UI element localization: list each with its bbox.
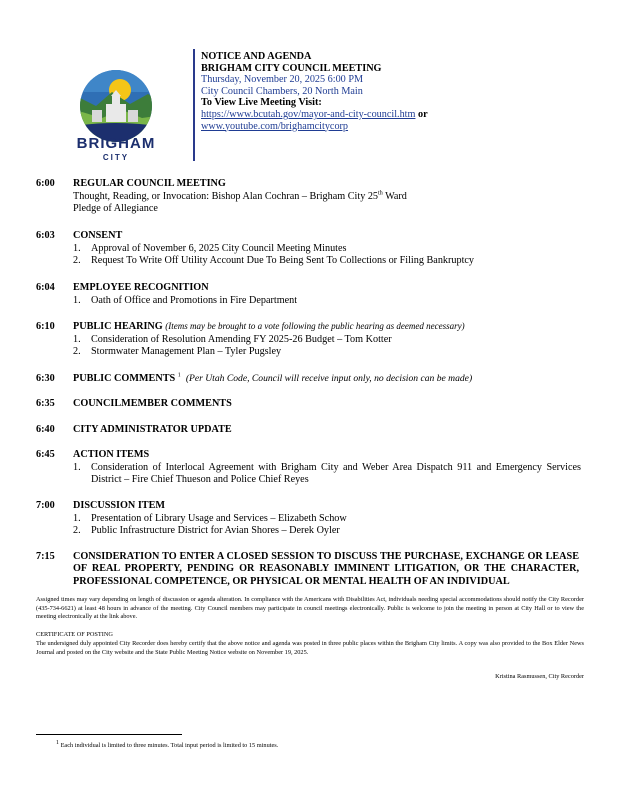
title-note: (Per Utah Code, Council will receive input only, no decision can be made)	[185, 373, 473, 384]
header-divider	[193, 49, 195, 161]
item-time: 7:00	[36, 500, 55, 511]
brigham-city-logo	[62, 68, 170, 164]
list-text: Oath of Office and Promotions in Fire Department	[91, 295, 298, 306]
invocation-text-end: Ward	[382, 191, 407, 202]
item-title: COUNCILMEMBER COMMENTS	[73, 398, 232, 409]
list-text: Consideration of Resolution Amending FY 2025-26 Budget – Tom Kotter	[91, 334, 392, 345]
item-time: 6:35	[36, 398, 55, 409]
list-text: Request To Write Off Utility Account Due To Being Sent To Collections or Filing Bankruptcy	[91, 255, 475, 266]
logo-text-city: CITY	[102, 153, 130, 162]
certificate-heading: CERTIFICATE OF POSTING	[36, 631, 113, 638]
item-time: 6:45	[36, 449, 55, 460]
list-text: Approval of November 6, 2025 City Council Meeting Minutes	[91, 243, 347, 254]
pledge-line: Pledge of Allegiance	[73, 203, 158, 214]
accommodations-notice: Assigned times may vary depending on length of discussion or agenda alteration. In compliance with the Americans with Disabilities Act, individuals needing special accommodations should notify the City Recorder (435-734-6621) at least 48 hours in advance of the meeting. City Council members may participate in council meetings electronically. Public is welcome to join the meeting in person at City Hall or to view the meeting electronically at the link above.	[36, 596, 584, 620]
item-title: DISCUSSION ITEM	[73, 500, 165, 511]
item-time: 6:30	[36, 373, 55, 384]
header-block	[201, 51, 428, 132]
header-date: Thursday, November 20, 2025 6:00 PM	[201, 74, 364, 86]
title-note: (Items may be brought to a vote following the public hearing as deemed necessary)	[165, 321, 465, 331]
list-number: 2.	[73, 525, 81, 536]
list-number: 1.	[73, 295, 81, 306]
footnote-number: 1	[56, 739, 59, 746]
header-notice: NOTICE AND AGENDA	[201, 51, 312, 62]
item-time: 7:15	[36, 551, 55, 562]
title-text: PUBLIC HEARING	[73, 321, 163, 332]
list-text: Stormwater Management Plan – Tyler Pugsley	[91, 346, 282, 357]
list-text: Presentation of Library Usage and Services – Elizabeth Schow	[91, 513, 347, 524]
item-title: EMPLOYEE RECOGNITION	[73, 282, 209, 293]
invocation-line	[73, 191, 407, 203]
list-number: 1.	[73, 334, 81, 345]
list-number: 2.	[73, 255, 81, 266]
item-title: CONSIDERATION TO ENTER A CLOSED SESSION TO DISCUSS THE PURCHASE, EXCHANGE OR LEASE OF REAL PROPERTY, PENDING OR REASONABLY IMMINENT LITIGATION, OR THE CHARACTER, PROFESSIONAL COMPETENCE, OR PHYSICAL OR MENTAL HEALTH OF AN INDIVIDUAL	[73, 551, 579, 587]
item-time: 6:00	[36, 178, 55, 189]
header-view-live: To View Live Meeting Visit:	[201, 97, 322, 109]
footnote	[56, 739, 279, 749]
list-text: Consideration of Interlocal Agreement with Brigham City and Weber Area Dispatch 911 and Emergency Services District – Fire Chief Thueson and Police Chief Reyes	[91, 462, 581, 485]
item-title: CONSENT	[73, 230, 123, 241]
item-time: 6:03	[36, 230, 55, 241]
header-location: City Council Chambers, 20 North Main	[201, 85, 363, 97]
council-page-link[interactable]: https://www.bcutah.gov/mayor-and-city-council.htm	[201, 108, 416, 120]
item-title: CITY ADMINISTRATOR UPDATE	[73, 424, 232, 435]
list-number: 1.	[73, 513, 81, 524]
item-time: 6:04	[36, 282, 55, 293]
list-number: 2.	[73, 346, 81, 357]
certificate-body: The undersigned duly appointed City Recorder does hereby certify that the above notice and agenda was posted in three public places within the Brigham City limits. A copy was also provided to the Box Elder News Journal and posted on the City website and the State Public Meeting Notice website on November 19, 2025.	[36, 640, 584, 656]
list-number: 1.	[73, 243, 81, 254]
footnote-divider	[36, 734, 182, 735]
invocation-text: Thought, Reading, or Invocation: Bishop Alan Cochran – Brigham City 25	[73, 191, 379, 202]
item-time: 6:40	[36, 424, 55, 435]
footnote-ref: 1	[177, 372, 181, 379]
footnote-text: Each individual is limited to three minutes. Total input period is limited to 15 minutes.	[59, 742, 279, 749]
ordinal-suffix: th	[378, 190, 383, 197]
item-title	[73, 321, 465, 332]
youtube-link[interactable]: www.youtube.com/brighamcitycorp	[201, 120, 349, 132]
title-text: PUBLIC COMMENTS	[73, 373, 176, 384]
item-title	[73, 373, 472, 384]
item-title: ACTION ITEMS	[73, 449, 150, 460]
logo-text-brigham: BRIGHAM	[76, 135, 156, 152]
list-number: 1.	[73, 462, 81, 473]
list-text: Public Infrastructure District for Avian Shores – Derek Oyler	[91, 525, 340, 536]
recorder-signature: Kristina Rasmussen, City Recorder	[495, 673, 584, 680]
item-time: 6:10	[36, 321, 55, 332]
header-meeting-name: BRIGHAM CITY COUNCIL MEETING	[201, 62, 382, 74]
header-or: or	[418, 108, 428, 120]
item-title: REGULAR COUNCIL MEETING	[73, 178, 226, 189]
